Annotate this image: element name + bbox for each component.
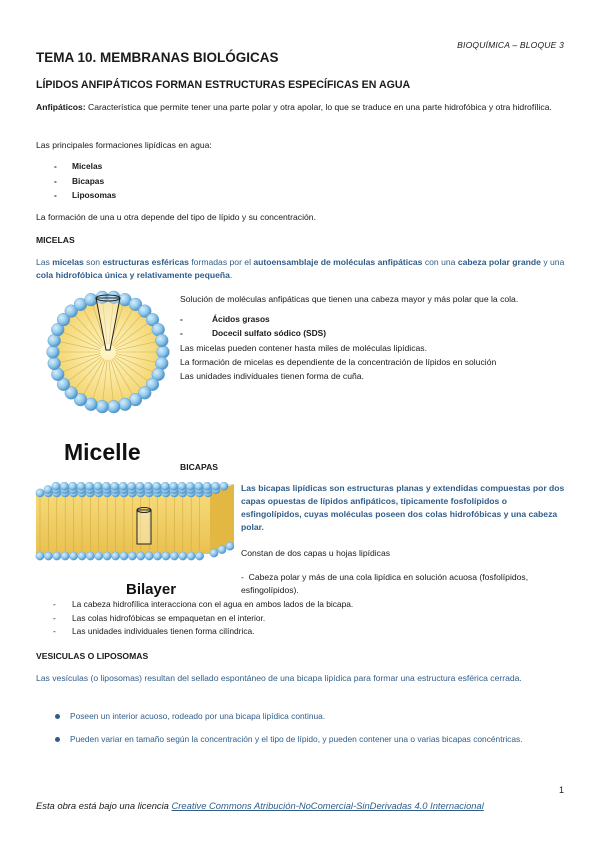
running-header: BIOQUÍMICA – BLOQUE 3 [457, 40, 564, 50]
section-subtitle: LÍPIDOS ANFIPÁTICOS FORMAN ESTRUCTURAS ESPECÍFICAS EN AGUA [36, 79, 411, 91]
bilayer-front [36, 494, 210, 554]
lipid-head [220, 482, 228, 490]
lipid-head [48, 357, 61, 370]
micelas-note-2: La formación de micelas es dependiente de la concentración de lípidos en solución [180, 357, 497, 367]
lipid-head [203, 482, 211, 490]
lipid-head [170, 552, 178, 560]
lipid-head [226, 542, 234, 550]
lipid-head [218, 545, 226, 553]
text-run: micelas [52, 257, 84, 267]
lipid-head [162, 552, 170, 560]
lipid-head [102, 482, 110, 490]
lipid-head [96, 400, 109, 413]
lipid-head [119, 482, 127, 490]
lipid-head [128, 552, 136, 560]
text-run: Las [36, 257, 53, 267]
text-run: . [229, 270, 233, 280]
lipid-head [195, 482, 203, 490]
micelas-note-3: Las unidades individuales tienen forma de cuña. [180, 371, 364, 381]
page-title: TEMA 10. MEMBRANAS BIOLÓGICAS [36, 50, 279, 65]
lipid-head [47, 346, 60, 359]
text-run: cola hidrofóbica única y relativamente pequeña [36, 270, 230, 280]
lipid-head [153, 482, 161, 490]
bilayer-illustration [34, 482, 234, 600]
text-run: son [83, 257, 103, 267]
lipid-head [178, 482, 186, 490]
lipid-head [119, 398, 132, 411]
footer-text: Esta obra está bajo una licencia [36, 800, 172, 811]
dash: - [241, 572, 249, 582]
lipid-head [155, 334, 168, 347]
bilayer-label: Bilayer [126, 581, 177, 598]
page-number: 1 [558, 785, 564, 795]
lipid-head [77, 482, 85, 490]
lipid-head [85, 482, 93, 490]
list-item: - Las unidades individuales tienen forma cilíndrica. [36, 625, 353, 639]
lipid-head [86, 552, 94, 560]
list-item: - Bicapas [36, 174, 116, 189]
lipid-head [103, 552, 111, 560]
lipid-head [187, 552, 195, 560]
lipid-head [44, 485, 52, 493]
lipid-head [136, 482, 144, 490]
lipid-head [52, 482, 60, 490]
lipid-head [44, 552, 52, 560]
vesiculas-heading: VESICULAS O LIPOSOMAS [36, 651, 149, 661]
lipid-head [78, 552, 86, 560]
anfipaticos-text: Característica que permite tener una parte polar y otra apolar, lo que se traduce en una parte hidrofóbica y otra hidrofílica. [85, 102, 552, 112]
lipid-head [127, 482, 135, 490]
list-item: - Liposomas [36, 188, 116, 203]
micelas-solution: Solución de moléculas anfipáticas que tienen una cabeza mayor y más polar que la cola. [180, 294, 519, 304]
lipid-head [69, 552, 77, 560]
text-run: formadas por el [188, 257, 254, 267]
lipid-head [137, 552, 145, 560]
list-item: Pueden variar en tamaño según la concentración y el tipo de lípido, y pueden contener una o varias bicapas concéntricas. [36, 733, 564, 746]
lipid-head [179, 552, 187, 560]
bicapas-constan: Constan de dos capas u hojas lipídicas [241, 548, 391, 558]
bicapas-item-1 [241, 571, 565, 597]
lipid-head [186, 482, 194, 490]
micelle-illustration [38, 290, 178, 470]
lipid-head [157, 346, 170, 359]
list-item: - La cabeza hidrofílica interacciona con el agua en ambos lados de la bicapa. [36, 598, 353, 612]
bicapas-intro: Las bicapas lipídicas son estructuras planas y extendidas compuestas por dos capas opuestas de lípidos anfipáticos, típicamente fosfolípidos o esfingolípidos, cuyas moléculas poseen dos colas hidrofóbicas y una cabeza polar. [241, 483, 565, 532]
license-footer [36, 800, 484, 811]
anfipaticos-paragraph [36, 101, 564, 114]
lipid-head [69, 482, 77, 490]
micelas-examples [180, 313, 326, 340]
formations-intro: Las principales formaciones lipídicas en agua: [36, 140, 212, 150]
micelle-label: Micelle [64, 439, 141, 465]
lipid-head [61, 552, 69, 560]
formations-note: La formación de una u otra depende del tipo de lípido y su concentración. [36, 212, 316, 222]
lipid-head [153, 552, 161, 560]
lipid-head [211, 482, 219, 490]
vesiculas-intro: Las vesículas (o liposomas) resultan del sellado espontáneo de una bicapa lipídica para formar una estructura esférica cerrada. [36, 673, 522, 683]
lipid-head [94, 482, 102, 490]
lipid-head [111, 482, 119, 490]
list-item: Poseen un interior acuoso, rodeado por una bicapa lipídica continua. [36, 710, 564, 723]
text-run: estructuras esféricas [102, 257, 189, 267]
anfipaticos-term: Anfipáticos: [36, 102, 86, 112]
text-run: y una [540, 257, 565, 267]
bicapas-item-1-text: Cabeza polar y más de una cola lipídica en solución acuosa (fosfolípidos, esfingolípidos). [241, 572, 529, 595]
vesiculas-bullets [36, 710, 564, 746]
micelas-note-1: Las micelas pueden contener hasta miles de moléculas lipídicas. [180, 343, 427, 353]
lipid-head [210, 549, 218, 557]
license-link[interactable]: Creative Commons Atribución-NoComercial-SinDerivadas 4.0 Internacional [171, 800, 484, 811]
lipid-head [36, 489, 44, 497]
text-run: autoensamblaje de moléculas anfipáticas [253, 257, 423, 267]
micelas-intro [36, 256, 566, 282]
lipid-head [161, 482, 169, 490]
lipid-head [53, 552, 61, 560]
list-item: - Docecil sulfato sódico (SDS) [180, 327, 326, 341]
bicapas-list [36, 598, 353, 639]
lipid-head [111, 552, 119, 560]
list-item: - Ácidos grasos [180, 313, 326, 327]
lipid-head [36, 552, 44, 560]
cylinder-unit [137, 510, 151, 544]
formations-list [36, 159, 116, 203]
lipid-head [85, 293, 98, 306]
lipid-head [120, 552, 128, 560]
micelas-heading: MICELAS [36, 235, 75, 245]
lipid-head [195, 552, 203, 560]
lipid-head [145, 552, 153, 560]
text-run: con una [422, 257, 458, 267]
lipid-head [60, 482, 68, 490]
bicapas-heading: BICAPAS [180, 462, 219, 472]
lipid-head [144, 482, 152, 490]
list-item: - Micelas [36, 159, 116, 174]
text-run: cabeza polar grande [457, 257, 541, 267]
lipid-head [169, 482, 177, 490]
lipid-head [107, 400, 120, 413]
list-item: - Las colas hidrofóbicas se empaquetan en el interior. [36, 612, 353, 626]
lipid-head [95, 552, 103, 560]
